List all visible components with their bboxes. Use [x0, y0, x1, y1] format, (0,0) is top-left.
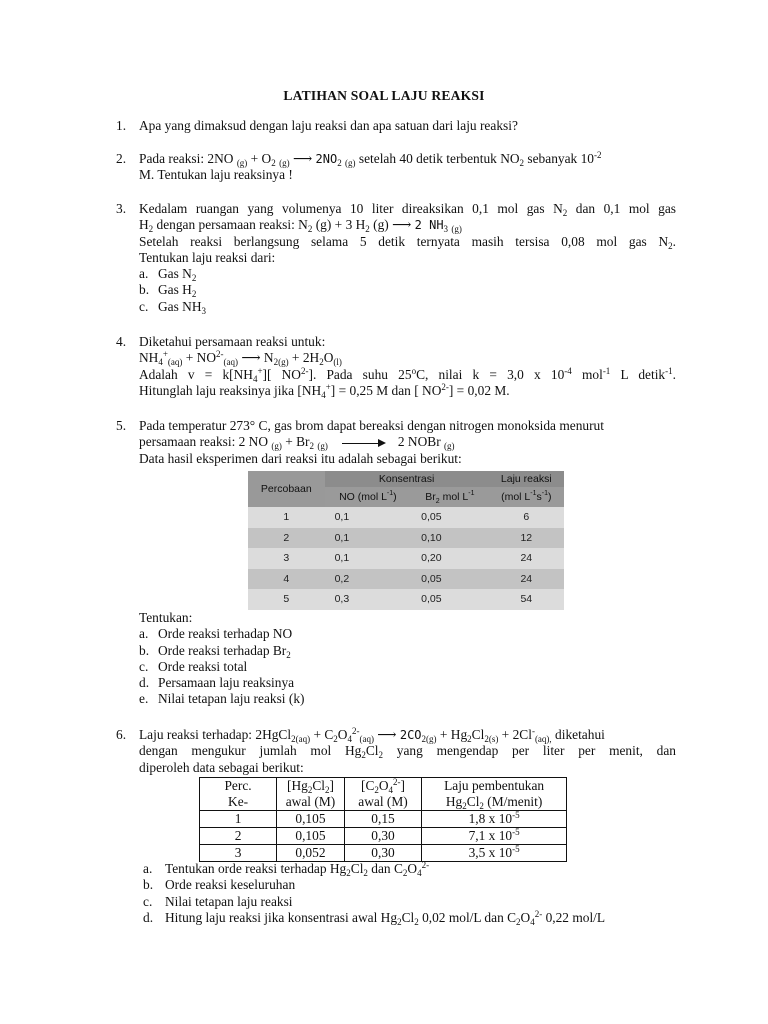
table-cell: 0,15 [344, 811, 421, 828]
table-cell: 2 [248, 528, 325, 549]
table-cell: 3 [248, 548, 325, 569]
table-row [248, 507, 564, 528]
question-text-line: Tentukan laju reaksi dari: [139, 249, 276, 265]
question-text-line: $NH_4^+_{(aq)} + NO^{2-}_{(aq)}$ ⟶ $N_{2(g)} + 2H_2O_{(l)}$ [139, 349, 342, 368]
table-header-cell: Percobaan [248, 471, 325, 507]
question-number: 2. [116, 151, 127, 166]
table-cell: 1 [200, 811, 277, 828]
list-item: c. Gas $NH_3$ [139, 298, 207, 316]
question-text-line: dengan mengukur jumlah mol $Hg_2Cl_2$ yang mengendap per liter per menit, dan [139, 743, 676, 761]
list-item: b. Gas $H_2$ [139, 282, 197, 300]
table-cell: 0,2 [325, 569, 412, 590]
list-item: c. Nilai tetapan laju reaksi [143, 893, 293, 909]
table-cell: 0,1 [325, 507, 412, 528]
list-item: b. Orde reaksi terhadap $Br_2$ [139, 642, 291, 660]
table-cell: 7,1 x $10^{-5}$ [422, 828, 567, 845]
table-header-row [200, 794, 567, 811]
table-cell: 0,05 [411, 589, 488, 610]
question-text-line: Kedalam ruangan yang volumenya 10 liter direaksikan 0,1 mol gas $N_2$ dan 0,1 mol gas [139, 201, 676, 218]
question-text-line: Pada temperatur 273° C, gas brom dapat bereaksi dengan nitrogen monoksida menurut [139, 418, 604, 433]
table-cell: 0,3 [325, 589, 412, 610]
list-item: a. Tentukan orde reaksi terhadap $Hg_2Cl_2$ dan $C_2O_4^{2-}$ [143, 860, 430, 878]
question-text-line: M. Tentukan laju reaksinya ! [139, 167, 293, 183]
table-cell: 24 [489, 548, 564, 569]
table-cell: 0,052 [277, 845, 345, 862]
list-item: c. Orde reaksi total [139, 658, 248, 674]
table-cell: 0,05 [411, 507, 488, 528]
reaction-arrow-icon [342, 439, 386, 448]
table-row [200, 845, 567, 862]
question-text-line: Diketahui persamaan reaksi untuk: [139, 334, 326, 349]
table-row [200, 811, 567, 828]
table-cell: 0,30 [344, 828, 421, 845]
question-2 [116, 151, 676, 184]
table-cell: 4 [248, 569, 325, 590]
table-row [248, 548, 564, 569]
list-item: d. Persamaan laju reaksinya [139, 675, 295, 691]
table-row [248, 589, 564, 610]
table-header-cell: NO (mol $L^{-1}$) [325, 487, 412, 507]
rate-data-table [199, 777, 567, 862]
table-header-cell: $[C_2O_4^{2-}]$ [344, 778, 421, 795]
table-row [248, 528, 564, 549]
table-cell: 2 [200, 828, 277, 845]
table-cell: 5 [248, 589, 325, 610]
table-row [200, 828, 567, 845]
question-text-line: Hitunglah laju reaksinya jika $[NH_4^+] = 0,25$ M dan [ $NO^{2-}] = 0,02$ M. [139, 381, 510, 400]
question-5-tasks [116, 610, 676, 708]
question-text-line: Data hasil eksperimen dari reaksi itu adalah sebagai berikut: [139, 450, 462, 466]
table-cell: 1 [248, 507, 325, 528]
table-header-cell: Konsentrasi [325, 471, 489, 487]
table-cell: 0,30 [344, 845, 421, 862]
question-number: 3. [116, 201, 127, 216]
table-cell: 12 [489, 528, 564, 549]
table-cell: 54 [489, 589, 564, 610]
question-6-tasks [143, 861, 683, 926]
question-text: Apa yang dimaksud dengan laju reaksi dan apa satuan dari laju reaksi? [139, 118, 518, 133]
question-number: 1. [116, 118, 127, 133]
question-text-line: Tentukan: [139, 610, 193, 625]
table-cell: 0,10 [411, 528, 488, 549]
question-number: 5. [116, 418, 127, 433]
list-item: e. Nilai tetapan laju reaksi (k) [139, 691, 305, 707]
table-header-cell: Laju reaksi [489, 471, 564, 487]
table-header-cell: awal (M) [344, 794, 421, 811]
question-6 [116, 727, 676, 776]
list-item: d. Hitung laju reaksi jika konsentrasi awal $Hg_2Cl_2$ 0,02 mol/L dan $C_2O_4^{2-}$ 0,22 mol/L [143, 908, 606, 927]
table-cell: 0,1 [325, 528, 412, 549]
question-5 [116, 418, 676, 467]
table-header-cell: $Br_2$ mol $L^{-1}$ [411, 487, 488, 507]
table-header-cell: Laju pembentukan [422, 778, 567, 795]
table-header-cell: (mol $L^{-1}s^{-1}$) [489, 487, 564, 507]
experiment-data-table [248, 471, 564, 610]
table-header-cell: awal (M) [277, 794, 345, 811]
table-cell: 1,8 x $10^{-5}$ [422, 811, 567, 828]
table-cell: 0,1 [325, 548, 412, 569]
table-header-cell: Perc. [200, 778, 277, 795]
table-row [248, 569, 564, 590]
page-title: LATIHAN SOAL LAJU REAKSI [283, 88, 485, 103]
table-cell: 0,05 [411, 569, 488, 590]
list-item: a. Gas $N_2$ [139, 266, 197, 284]
table-header-cell: $[Hg_2Cl_2]$ [277, 778, 345, 795]
table-header-row [248, 471, 564, 487]
table-cell: 6 [489, 507, 564, 528]
question-text-line: diperoleh data sebagai berikut: [139, 759, 304, 775]
table-cell: 3 [200, 845, 277, 862]
question-text-line: $H_2$ dengan persamaan reaksi: $N_2$ (g) + 3 $H_2$ (g) ⟶ 2 $NH_3$ $_{(g)}$ [139, 217, 462, 235]
question-text-line: Setelah reaksi berlangsung selama 5 detik ternyata masih tersisa 0,08 mol gas $N_2$. [139, 233, 676, 251]
table-header-cell: $Hg_2Cl_2$ (M/menit) [422, 794, 567, 811]
question-4 [116, 334, 676, 399]
question-1 [116, 118, 676, 134]
question-text-line: Laju reaksi terhadap: 2HgCl$_{2(aq)}$ + $C_2O_4^{2-}_{(aq)}$ ⟶ $2CO_{2(g)} + Hg_2Cl_{2(s)} + 2Cl^-_{(aq),}$ diketahui [139, 726, 605, 744]
question-text-line: Pada reaksi: 2NO $_{(g)} + O_2$ $_{(g)}$ ⟶ $2NO_2$ $_{(g)}$ setelah 40 detik terbentuk $NO_2$ sebanyak $10^{-2}$ [139, 150, 602, 168]
table-cell: 3,5 x $10^{-5}$ [422, 845, 567, 862]
question-text-line: Adalah $v = k[NH_4^+]$[ $NO^{2-}$]. Pada suhu 25$^o$C, nilai k = 3,0 x $10^{-4}$ mol$^{-1}$ L detik$^{-1}$. [139, 365, 676, 384]
table-cell: 0,105 [277, 828, 345, 845]
list-item: a. Orde reaksi terhadap NO [139, 626, 293, 642]
table-header-row [200, 778, 567, 795]
question-number: 4. [116, 334, 127, 349]
table-header-cell: Ke- [200, 794, 277, 811]
table-cell: 24 [489, 569, 564, 590]
list-item: b. Orde reaksi keseluruhan [143, 877, 296, 893]
question-3 [116, 201, 676, 315]
question-text-line: persamaan reaksi: 2 NO $_{(g)} + Br_2$ $_{(g)}$ 2 NOBr $_{(g)}$ [139, 434, 455, 452]
question-number: 6. [116, 727, 127, 742]
table-cell: 0,20 [411, 548, 488, 569]
table-cell: 0,105 [277, 811, 345, 828]
